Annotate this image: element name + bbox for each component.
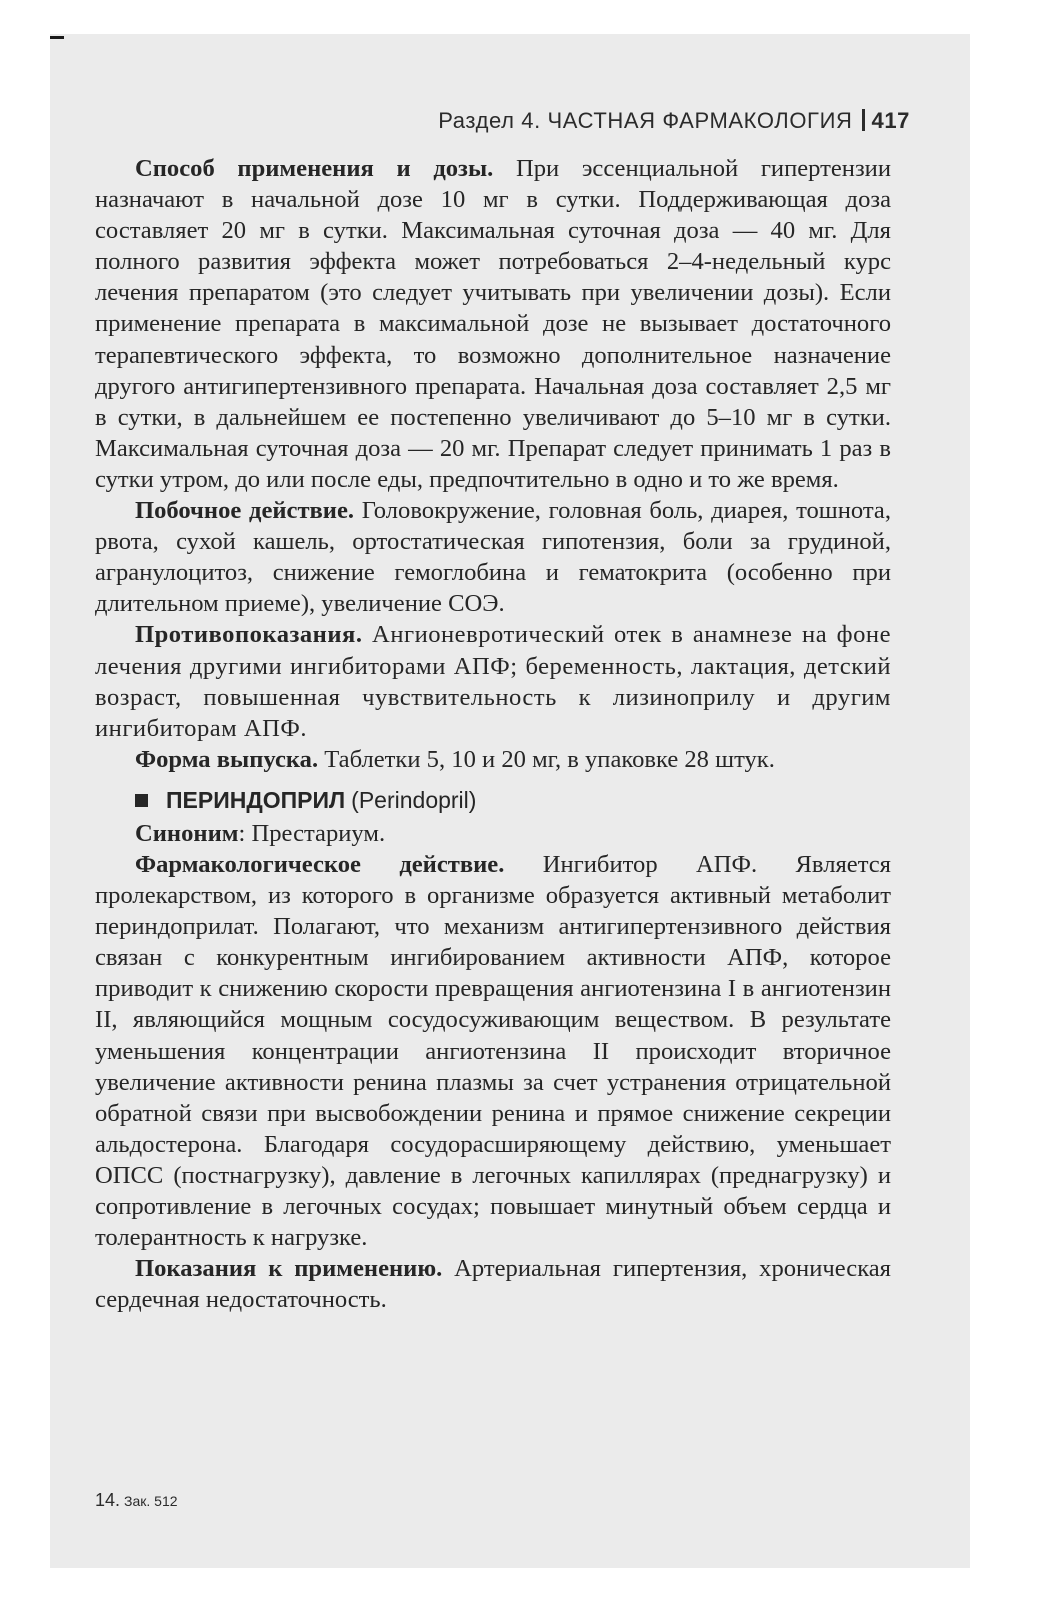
drug-name: ПЕРИНДОПРИЛ bbox=[166, 786, 346, 813]
side-effects-text: Головокружение, головная боль, диарея, тошнота, рвота, сухой кашель, ортостатическая гипотензия, боли за грудиной, агранулоцитоз, снижение гемоглобина и гематокрита (особенно при длительном приеме), увеличение СОЭ. bbox=[95, 497, 891, 618]
indications-text: Артериальная гипертензия, хроническая сердечная недостаточность. bbox=[95, 1255, 891, 1314]
running-header bbox=[438, 108, 910, 134]
contraindications-paragraph bbox=[95, 619, 891, 743]
side-effects-paragraph bbox=[95, 495, 891, 619]
dosage-label: Способ применения и дозы. bbox=[135, 155, 494, 182]
contraindications-label: Противопоказания. bbox=[135, 621, 363, 649]
synonym-label: Синоним bbox=[135, 819, 239, 847]
release-form-label: Форма выпуска. bbox=[135, 745, 319, 773]
printer-signature bbox=[95, 1490, 178, 1511]
dosage-text: При эссенциальной гипертензии назначают в начальной дозе 10 мг в сутки. Поддерживающая доза составляет 20 мг в сутки. Максимальная суточная доза — 40 мг. Для полного развития эффекта может потребоваться 2–4-недельный курс лечения препаратом (это следует учитывать при увеличении дозы). Если применение препарата в максимальной дозе не вызывает достаточного терапевтического эффекта, то возможно дополнительное назначение другого антигипертензивного препарата. Начальная доза составляет 2,5 мг в сутки, в дальнейшем ее постепенно увеличивают до 5–10 мг в сутки. Максимальная суточная доза — 20 мг. Препарат следует принимать 1 раз в сутки утром, до или после еды, предпочтительно в одно и то же время. bbox=[95, 155, 891, 493]
action-label: Фармакологическое действие. bbox=[135, 850, 505, 878]
release-form-paragraph bbox=[95, 744, 891, 775]
indications-paragraph bbox=[95, 1253, 891, 1315]
indications-label: Показания к применению. bbox=[135, 1255, 443, 1283]
contraindications-text: Ангионевротический отек в анамнезе на фоне лечения другими ингибиторами АПФ; беременность, лактация, детский возраст, повышенная чувствительность к лизиноприлу и другим ингибиторам АПФ. bbox=[95, 621, 891, 742]
release-form-text: Таблетки 5, 10 и 20 мг, в упаковке 28 штук. bbox=[318, 745, 775, 773]
page-body bbox=[95, 153, 891, 1315]
page-number: 417 bbox=[871, 108, 910, 133]
side-effects-label: Побочное действие. bbox=[135, 497, 355, 525]
signature-number: 14. bbox=[95, 1490, 121, 1510]
drug-heading bbox=[135, 785, 891, 816]
header-divider bbox=[862, 109, 865, 131]
order-number: Зак. 512 bbox=[124, 1493, 178, 1509]
square-bullet-icon bbox=[135, 794, 148, 807]
action-text: Ингибитор АПФ. Является пролекарством, из которого в организме образуется активный метаболит периндоприлат. Полагают, что механизм антигипертензивного действия связан с конкурентным ингибированием активности АПФ, которое приводит к снижению скорости превращения ангиотензина I в ангиотензин II, являющийся мощным сосудосуживающим веществом. В результате уменьшения концентрации ангиотензина II происходит вторичное увеличение активности ренина плазмы за счет устранения отрицательной обратной связи при высвобождении ренина и прямое снижение секреции альдостерона. Благодаря сосудорасширяющему действию, уменьшает ОПСС (постнагрузку), давление в легочных капиллярах (преднагрузку) и сопротивление в легочных сосудах; повышает минутный объем сердца и толерантность к нагрузке. bbox=[95, 850, 891, 1252]
pharmacological-action-paragraph bbox=[95, 849, 891, 1253]
edge-mark bbox=[50, 36, 64, 39]
synonym-paragraph bbox=[95, 818, 891, 849]
dosage-paragraph bbox=[95, 153, 891, 495]
synonym-text: : Престариум. bbox=[238, 819, 386, 847]
section-title: Раздел 4. ЧАСТНАЯ ФАРМАКОЛОГИЯ bbox=[438, 108, 853, 133]
drug-latin-name: (Perindopril) bbox=[351, 786, 477, 813]
